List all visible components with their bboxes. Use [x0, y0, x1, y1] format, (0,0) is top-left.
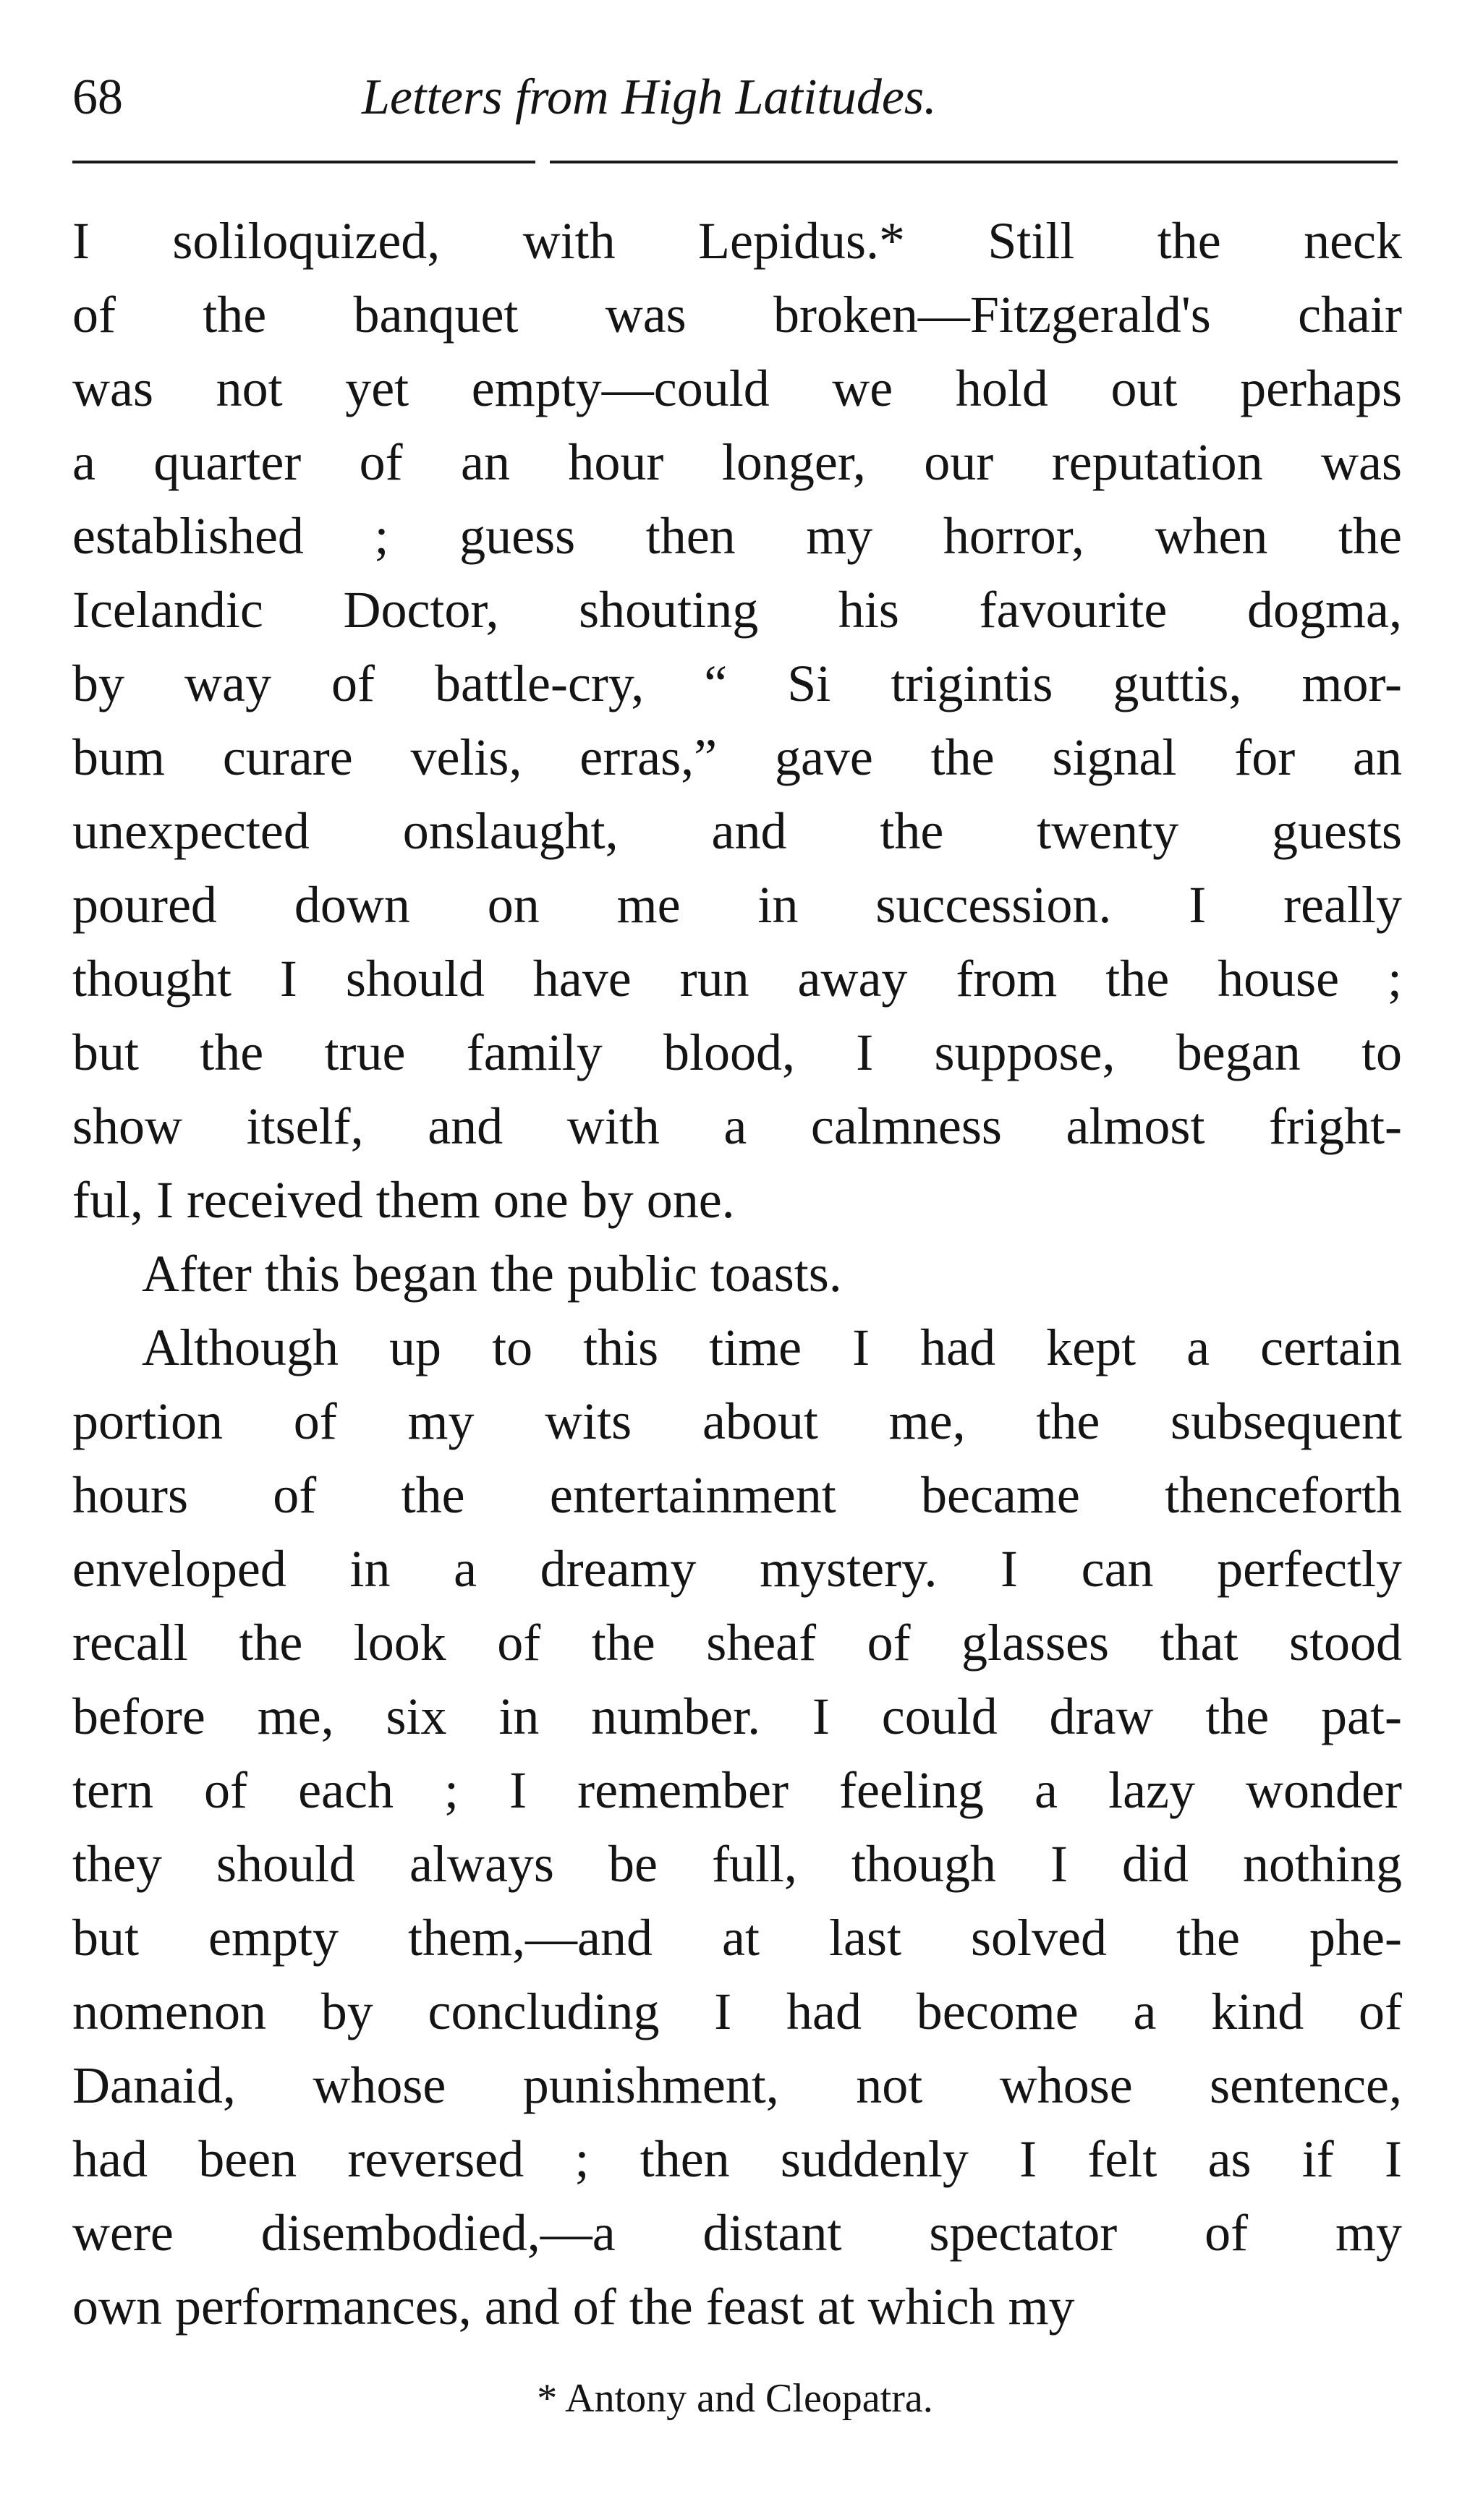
text-line: ful, I received them one by one. [72, 1171, 735, 1229]
text-line: enveloped in a dreamy mystery. I can perfectly [72, 1540, 1402, 1598]
text-line: but empty them,—and at last solved the phe- [72, 1909, 1402, 1967]
text-line: Danaid, whose punishment, not whose sentence, [72, 2056, 1402, 2114]
header-rule-right [550, 161, 1398, 163]
text-line: had been reversed ; then suddenly I felt as if I [72, 2130, 1402, 2188]
text-line: by way of battle-cry, “ Si trigintis guttis, mor- [72, 655, 1402, 712]
text-line: thought I should have run away from the house ; [72, 950, 1402, 1008]
text-line: After this began the public toasts. [142, 1245, 842, 1303]
text-line: recall the look of the sheaf of glasses that stood [72, 1614, 1402, 1672]
text-line: I soliloquized, with Lepidus.* Still the neck [72, 212, 1402, 270]
text-line: poured down on me in succession. I really [72, 876, 1402, 934]
text-line: own performances, and of the feast at which my [72, 2278, 1075, 2336]
text-line: portion of my wits about me, the subsequent [72, 1392, 1402, 1450]
header-rule-left [72, 161, 535, 163]
text-line: Icelandic Doctor, shouting his favourite dogma, [72, 581, 1402, 639]
text-line: tern of each ; I remember feeling a lazy wonder [72, 1761, 1402, 1819]
text-line: show itself, and with a calmness almost fright- [72, 1097, 1402, 1155]
page-header [72, 58, 1398, 145]
text-line: were disembodied,—a distant spectator of my [72, 2204, 1402, 2262]
text-line: of the banquet was broken—Fitzgerald's chair [72, 286, 1402, 344]
text-line: before me, six in number. I could draw the pat- [72, 1687, 1402, 1745]
footnote: * Antony and Cleopatra. [537, 2376, 933, 2421]
text-line: but the true family blood, I suppose, began to [72, 1023, 1402, 1081]
text-line: they should always be full, though I did nothing [72, 1835, 1402, 1893]
text-line: Although up to this time I had kept a certain [142, 1319, 1402, 1376]
text-line: established ; guess then my horror, when the [72, 507, 1402, 565]
text-line: nomenon by concluding I had become a kind of [72, 1983, 1402, 2040]
text-line: unexpected onslaught, and the twenty guests [72, 802, 1402, 860]
body-text [72, 204, 1402, 2344]
text-line: a quarter of an hour longer, our reputation was [72, 433, 1402, 491]
text-line: was not yet empty—could we hold out perhaps [72, 359, 1402, 417]
running-title: Letters from High Latitudes. [362, 69, 937, 125]
text-line: hours of the entertainment became thenceforth [72, 1466, 1402, 1524]
text-line: bum curare velis, erras,” gave the signal for an [72, 728, 1402, 786]
page-number: 68 [72, 69, 123, 125]
